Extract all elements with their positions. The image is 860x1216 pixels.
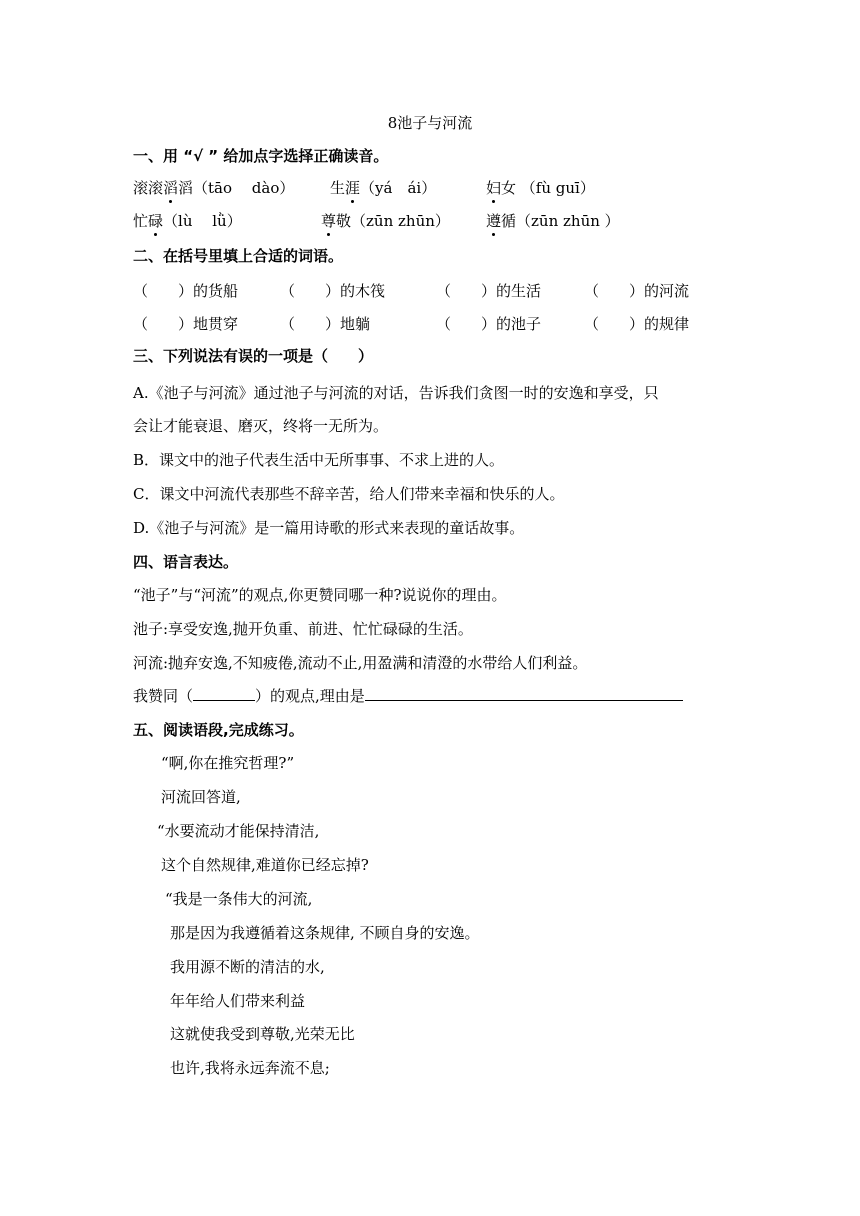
item-pinyin: 循（zūn zhūn ） xyxy=(501,212,620,230)
poem-line: 这就使我受到尊敬,光荣无比 xyxy=(170,1025,355,1043)
pinyin-item xyxy=(321,211,450,231)
fill-blank-item: （ ）的池子 xyxy=(436,315,542,333)
answer-prefix: 我赞同（ xyxy=(133,687,194,705)
dotted-char: 滔 xyxy=(163,179,179,197)
option-a-line-2: 会让才能衰退、磨灭，终将一无所为。 xyxy=(133,417,389,435)
section-4-heading: 四、语言表达。 xyxy=(133,553,239,571)
fill-blank-item: （ ）的货船 xyxy=(133,282,239,300)
item-pinyin: 敬（zūn zhūn） xyxy=(336,212,450,230)
pinyin-item xyxy=(486,178,595,198)
pinyin-item xyxy=(330,178,436,198)
section-2-heading: 二、在括号里填上合适的词语。 xyxy=(133,247,344,265)
page-title: 8池子与河流 xyxy=(387,114,473,132)
poem-line: 这个自然规律,难道你已经忘掉? xyxy=(161,856,369,874)
river-view: 河流:抛弃安逸,不知疲倦,流动不止,用盈满和清澄的水带给人们利益。 xyxy=(133,654,588,672)
item-text: 忙 xyxy=(133,212,149,230)
dotted-char: 尊 xyxy=(321,212,337,230)
section-5-heading: 五、阅读语段,完成练习。 xyxy=(133,721,304,739)
fill-blank-item: （ ）地贯穿 xyxy=(133,315,239,333)
poem-line: 河流回答道, xyxy=(161,788,241,806)
fill-blank-item: （ ）的规律 xyxy=(584,315,690,333)
pinyin-item xyxy=(133,178,294,198)
answer-blank-reason[interactable] xyxy=(365,686,683,701)
dotted-char: 碌 xyxy=(148,212,164,230)
option-d: D.《池子与河流》是一篇用诗歌的形式来表现的童话故事。 xyxy=(133,519,525,537)
dotted-char: 遵 xyxy=(486,212,502,230)
option-b: B．课文中的池子代表生活中无所事事、不求上进的人。 xyxy=(133,451,505,469)
poem-line: 那是因为我遵循着这条规律, 不顾自身的安逸。 xyxy=(170,924,480,942)
question-text: “池子”与“河流”的观点,你更赞同哪一种?说说你的理由。 xyxy=(133,586,507,604)
pinyin-item xyxy=(133,211,242,231)
answer-line xyxy=(133,686,683,706)
item-text: 滚滚 xyxy=(133,179,164,197)
fill-blank-item: （ ）的河流 xyxy=(584,282,690,300)
poem-line: “我是一条伟大的河流, xyxy=(165,890,313,908)
poem-line: 也许,我将永远奔流不息; xyxy=(170,1059,330,1077)
poem-line: “水要流动才能保持清洁, xyxy=(157,822,320,840)
dotted-char: 妇 xyxy=(486,179,502,197)
section-3-heading: 三、下列说法有误的一项是（ ） xyxy=(133,347,374,365)
fill-blank-item: （ ）的生活 xyxy=(436,282,542,300)
poem-line: 年年给人们带来利益 xyxy=(170,992,306,1010)
item-pinyin: 女 （fù guī） xyxy=(501,179,595,197)
dotted-char: 涯 xyxy=(345,179,361,197)
item-pinyin: （yá ái） xyxy=(360,179,437,197)
item-pinyin: （lù lǜ） xyxy=(163,212,242,230)
item-text: 生 xyxy=(330,179,346,197)
item-pinyin: 滔（tāo dào） xyxy=(178,179,295,197)
answer-blank-choice[interactable] xyxy=(193,686,255,701)
pool-view: 池子:享受安逸,抛开负重、前进、忙忙碌碌的生活。 xyxy=(133,620,473,638)
poem-line: “啊,你在推究哲理?” xyxy=(161,754,295,772)
poem-line: 我用源不断的清洁的水, xyxy=(170,958,325,976)
pinyin-item xyxy=(486,211,620,231)
answer-middle: ）的观点,理由是 xyxy=(255,687,365,705)
fill-blank-item: （ ）地躺 xyxy=(280,315,371,333)
fill-blank-item: （ ）的木筏 xyxy=(280,282,386,300)
section-1-heading: 一、用 “√ ” 给加点字选择正确读音。 xyxy=(133,147,389,165)
option-a-line-1: A.《池子与河流》通过池子与河流的对话，告诉我们贪图一时的安逸和享受，只 xyxy=(133,384,659,402)
option-c: C．课文中河流代表那些不辞辛苦，给人们带来幸福和快乐的人。 xyxy=(133,485,565,503)
